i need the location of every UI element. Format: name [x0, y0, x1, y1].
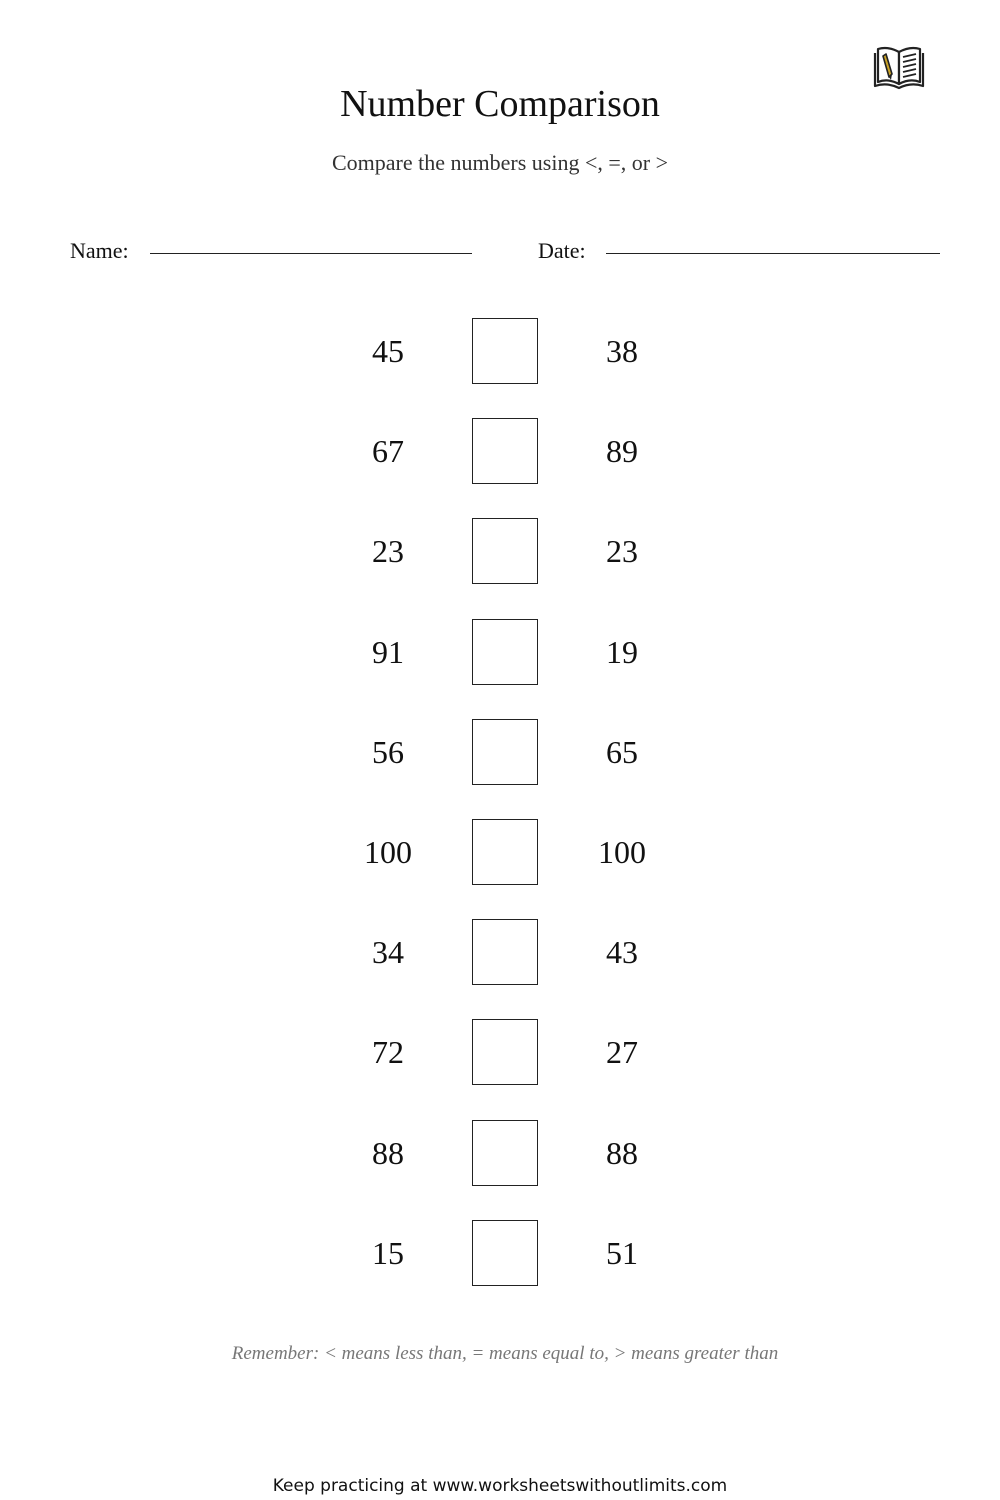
problem-row: [0, 1019, 1000, 1119]
name-field-line[interactable]: [150, 253, 472, 254]
answer-box[interactable]: [472, 1120, 538, 1186]
left-number: 56: [372, 733, 404, 770]
right-number: 19: [606, 633, 638, 670]
left-number: 72: [372, 1034, 404, 1071]
problem-row: [0, 719, 1000, 819]
right-number: 27: [606, 1034, 638, 1071]
worksheet-title: Number Comparison: [340, 83, 660, 125]
right-number: 43: [606, 934, 638, 971]
right-number: 65: [606, 733, 638, 770]
problem-row: [0, 1120, 1000, 1220]
right-number: 23: [606, 533, 638, 570]
comparison-problems: [0, 318, 1000, 1320]
left-number: 91: [372, 633, 404, 670]
answer-box[interactable]: [472, 819, 538, 885]
right-number: 88: [606, 1134, 638, 1171]
right-number: 89: [606, 433, 638, 470]
right-number: 100: [598, 833, 646, 870]
left-number: 67: [372, 433, 404, 470]
date-label: Date:: [538, 238, 586, 263]
problem-row: [0, 1220, 1000, 1320]
answer-box[interactable]: [472, 619, 538, 685]
right-number: 51: [606, 1234, 638, 1271]
answer-box[interactable]: [472, 1019, 538, 1085]
answer-box[interactable]: [472, 919, 538, 985]
remember-note: Remember: < means less than, = means equal to, > means greater than: [231, 1343, 779, 1364]
left-number: 23: [372, 533, 404, 570]
problem-row: [0, 819, 1000, 919]
left-number: 88: [372, 1134, 404, 1171]
left-number: 45: [372, 333, 404, 369]
problem-row: [0, 619, 1000, 719]
problem-row: [0, 418, 1000, 518]
answer-box[interactable]: [472, 719, 538, 785]
left-number: 34: [372, 934, 404, 971]
answer-box[interactable]: [472, 1220, 538, 1286]
left-number: 100: [364, 833, 412, 870]
answer-box[interactable]: [472, 518, 538, 584]
right-number: 38: [606, 333, 638, 369]
date-field-line[interactable]: [606, 253, 940, 254]
problem-row: [0, 318, 1000, 418]
answer-box[interactable]: [472, 318, 538, 384]
problem-row: [0, 518, 1000, 618]
worksheet-instructions: Compare the numbers using <, =, or >: [331, 150, 668, 175]
answer-box[interactable]: [472, 418, 538, 484]
left-number: 15: [372, 1234, 404, 1271]
problem-row: [0, 919, 1000, 1019]
name-label: Name:: [70, 238, 129, 263]
footer-text: Keep practicing at www.worksheetswithoutlimits.com: [272, 1476, 728, 1496]
